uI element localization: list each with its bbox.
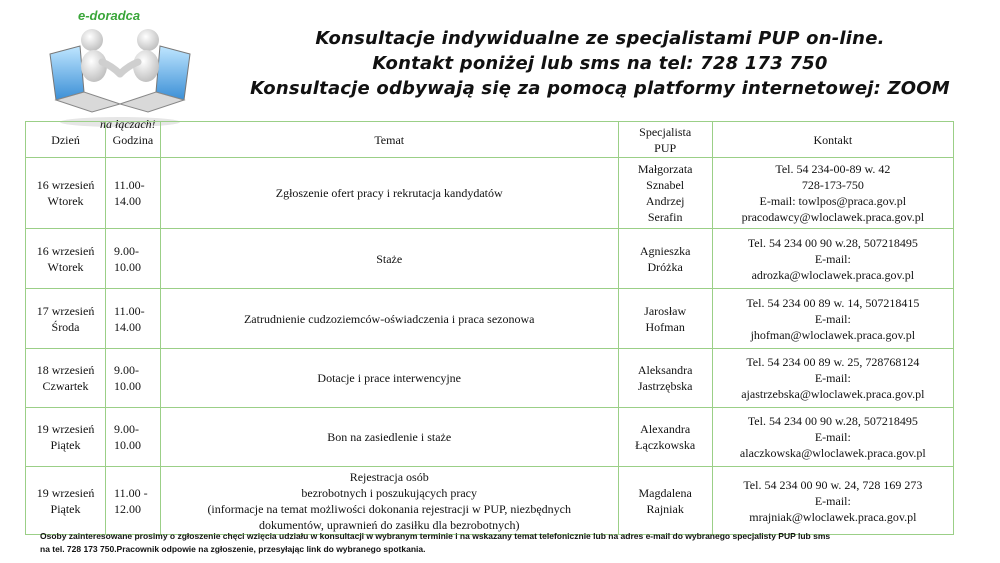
specialist-cell <box>618 158 712 229</box>
day-line: Wtorek <box>47 194 84 208</box>
hour-line: 10.00 <box>114 259 142 274</box>
contact-cell <box>712 289 953 349</box>
hour-line: 12.00 <box>114 501 142 516</box>
table-header-row <box>26 122 954 158</box>
specialist-line: Agnieszka <box>639 243 691 258</box>
contact-cell <box>712 229 953 289</box>
specialist-line: Aleksandra <box>637 363 693 377</box>
day-line: 17 wrzesień <box>36 303 95 318</box>
specialist-line: Łączkowska <box>635 438 696 452</box>
topic-cell <box>160 158 618 229</box>
topic-line: bezrobotnych i poszukujących pracy <box>301 485 478 500</box>
contact-line: Tel. 54 234 00 90 w.28, 507218495 <box>747 414 918 428</box>
topic-cell <box>160 408 618 467</box>
topic-cell <box>160 349 618 408</box>
day-line: Piątek <box>50 438 81 452</box>
topic-line: Zgłoszenie ofert pracy i rekrutacja kandydatów <box>275 186 503 200</box>
day-line: 19 wrzesień <box>36 422 95 436</box>
specialist-line: Jarosław <box>644 303 687 318</box>
contact-line: E-mail: <box>814 311 851 326</box>
topic-line: dokumentów, uprawnień do zasiłku dla bezrobotnych) <box>258 517 520 532</box>
contact-line: Tel. 54 234 00 89 w. 25, 728768124 <box>746 355 920 369</box>
day-cell <box>26 408 106 467</box>
day-line: Piątek <box>50 501 81 516</box>
hour-cell <box>106 158 161 229</box>
specialist-cell <box>618 229 712 289</box>
contact-line: E-mail: <box>814 371 851 385</box>
contact-line: Tel. 54 234 00 90 w.28, 507218495 <box>747 235 918 250</box>
specialist-cell <box>618 349 712 408</box>
contact-line: pracodawcy@wloclawek.praca.gov.pl <box>741 210 925 224</box>
table-row <box>26 229 954 289</box>
hour-line: 10.00 <box>114 438 142 452</box>
header-specialist-line: Specjalista <box>639 124 692 139</box>
day-cell <box>26 289 106 349</box>
day-cell <box>26 229 106 289</box>
hour-line: 11.00- <box>114 178 145 192</box>
hour-line: 14.00 <box>114 319 142 334</box>
hour-line: 14.00 <box>114 194 142 208</box>
day-line: 16 wrzesień <box>36 178 95 192</box>
day-line: 19 wrzesień <box>36 485 95 500</box>
header-specialist <box>618 122 712 158</box>
headline-line-2: Kontakt poniżej lub sms na tel: 728 173 750 <box>372 53 828 74</box>
contact-line: alaczkowska@wloclawek.praca.gov.pl <box>739 446 926 460</box>
specialist-cell <box>618 408 712 467</box>
specialist-line: Jastrzębska <box>637 379 693 393</box>
contact-cell <box>712 408 953 467</box>
footer-line-2: na tel. 728 173 750.Pracownik odpowie na zgłoszenie, przesyłając link do wybranego spotkania. <box>40 544 426 554</box>
specialist-line: Magdalena <box>638 485 692 500</box>
topic-line: (informacje na temat możliwości dokonania rejestracji w PUP, niezbędnych <box>207 501 571 516</box>
hour-line: 10.00 <box>114 379 142 393</box>
topic-line: Dotacje i prace interwencyjne <box>317 371 462 385</box>
day-cell <box>26 467 106 535</box>
hour-cell <box>106 349 161 408</box>
table-row <box>26 408 954 467</box>
contact-line: E-mail: towlpos@praca.gov.pl <box>759 194 907 208</box>
topic-cell <box>160 229 618 289</box>
specialist-line: Alexandra <box>640 422 691 436</box>
table-row <box>26 289 954 349</box>
header-day: Dzień <box>26 122 106 158</box>
page-headline <box>200 26 1000 101</box>
day-line: Wtorek <box>47 259 84 274</box>
day-line: 16 wrzesień <box>36 243 95 258</box>
table-row <box>26 349 954 408</box>
specialist-cell <box>618 289 712 349</box>
contact-line: E-mail: <box>814 251 851 266</box>
table-row <box>26 467 954 535</box>
topic-line: Bon na zasiedlenie i staże <box>327 430 452 444</box>
header-topic: Temat <box>160 122 618 158</box>
specialist-line: Małgorzata <box>637 162 693 176</box>
header-contact: Kontakt <box>712 122 953 158</box>
day-line: Czwartek <box>42 379 89 393</box>
specialist-line: Hofman <box>645 319 685 334</box>
contact-line: mrajniak@wloclawek.praca.gov.pl <box>749 509 917 524</box>
specialist-line: Serafin <box>647 210 683 224</box>
hour-cell <box>106 229 161 289</box>
specialist-line: Andrzej <box>645 194 685 208</box>
footer-line-1: Osoby zainteresowane prosimy o zgłoszenie chęci wzięcia udziału w konsultacji w wybranym terminie i na wskazany temat telefonicznie lub na adres e-mail do wybranego specjalisty PUP lub sms <box>40 531 831 541</box>
topic-cell <box>160 289 618 349</box>
hour-cell <box>106 289 161 349</box>
hour-line: 11.00- <box>114 303 145 318</box>
contact-line: jhofman@wloclawek.praca.gov.pl <box>750 327 916 342</box>
day-line: 18 wrzesień <box>36 363 95 377</box>
day-line: Środa <box>51 319 80 334</box>
contact-line: Tel. 54 234 00 89 w. 14, 507218415 <box>746 295 920 310</box>
contact-line: Tel. 54 234-00-89 w. 42 <box>775 162 891 176</box>
contact-line: ajastrzebska@wloclawek.praca.gov.pl <box>741 387 925 401</box>
topic-cell <box>160 467 618 535</box>
hour-line: 11.00 - <box>114 485 148 500</box>
topic-line: Zatrudnienie cudzoziemców-oświadczenia i praca sezonowa <box>243 311 535 326</box>
contact-line: E-mail: <box>814 430 851 444</box>
specialist-line: Dróżka <box>647 259 683 274</box>
header-specialist-line: PUP <box>654 140 677 155</box>
header-hour: Godzina <box>106 122 161 158</box>
hour-line: 9.00- <box>114 363 140 377</box>
hour-cell <box>106 467 161 535</box>
day-cell <box>26 158 106 229</box>
handshake-laptops-icon <box>40 4 200 132</box>
contact-cell <box>712 158 953 229</box>
table-row <box>26 158 954 229</box>
contact-cell <box>712 349 953 408</box>
contact-line: E-mail: <box>814 493 851 508</box>
hour-line: 9.00- <box>114 422 140 436</box>
headline-line-3: Konsultacje odbywają się za pomocą platformy internetowej: ZOOM <box>250 78 950 99</box>
hour-cell <box>106 408 161 467</box>
headline-line-1: Konsultacje indywidualne ze specjalistami PUP on-line. <box>315 28 885 49</box>
day-cell <box>26 349 106 408</box>
logo-title: e-doradca <box>78 8 141 23</box>
specialist-line: Sznabel <box>646 178 685 192</box>
specialist-line: Rajniak <box>646 501 684 516</box>
specialist-cell <box>618 467 712 535</box>
contact-line: 728-173-750 <box>801 178 864 192</box>
contact-line: Tel. 54 234 00 90 w. 24, 728 169 273 <box>743 477 923 492</box>
hour-line: 9.00- <box>114 243 140 258</box>
logo-tagline: na łączach! <box>100 117 156 131</box>
contact-cell <box>712 467 953 535</box>
topic-line: Staże <box>376 251 403 266</box>
topic-line: Rejestracja osób <box>349 469 429 484</box>
schedule-table <box>25 121 954 535</box>
footer-note <box>40 530 980 556</box>
contact-line: adrozka@wloclawek.praca.gov.pl <box>751 267 915 282</box>
